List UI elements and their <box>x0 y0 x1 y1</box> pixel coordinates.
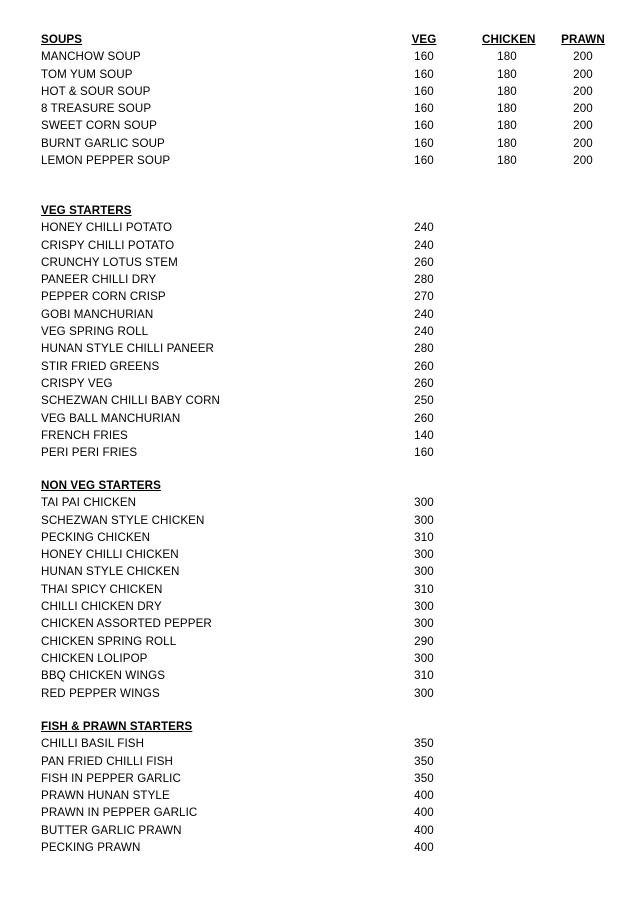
item-price: 300 <box>414 651 434 665</box>
item-price: 310 <box>414 530 434 544</box>
menu-item-row <box>0 427 641 444</box>
item-name: HUNAN STYLE CHICKEN <box>41 565 180 579</box>
item-name: CHILLI BASIL FISH <box>41 737 145 751</box>
item-name: CRUNCHY LOTUS STEM <box>41 255 178 269</box>
menu-item-row <box>0 735 641 752</box>
menu-item-row <box>0 375 641 392</box>
section-title: FISH & PRAWN STARTERS <box>41 720 193 733</box>
item-name: GOBI MANCHURIAN <box>41 307 154 321</box>
menu-item-row <box>0 650 641 667</box>
section-header-row <box>0 477 641 494</box>
item-name: VEG SPRING ROLL <box>41 325 149 339</box>
section-title: VEG STARTERS <box>41 204 132 217</box>
item-name: FISH IN PEPPER GARLIC <box>41 771 181 785</box>
item-name: SCHEZWAN STYLE CHICKEN <box>41 513 205 527</box>
menu-item-row <box>0 494 641 511</box>
menu-item-row <box>0 770 641 787</box>
menu-item-row <box>0 306 641 323</box>
item-price: 160 <box>414 446 434 460</box>
item-name: CRISPY CHILLI POTATO <box>41 238 175 252</box>
item-price: 300 <box>414 617 434 631</box>
menu-item-row <box>0 288 641 305</box>
price-chicken: 180 <box>497 84 517 98</box>
item-price: 400 <box>414 823 434 837</box>
soups-list <box>0 48 641 169</box>
section-header-row <box>0 202 641 219</box>
column-header-chicken: CHICKEN <box>482 33 536 46</box>
price-chicken: 180 <box>497 50 517 64</box>
menu-item-row <box>0 444 641 461</box>
price-chicken: 180 <box>497 119 517 133</box>
fish-prawn-starters-section <box>0 718 641 856</box>
price-veg: 160 <box>414 119 434 133</box>
item-price: 400 <box>414 789 434 803</box>
item-price: 310 <box>414 582 434 596</box>
price-veg: 160 <box>414 136 434 150</box>
item-price: 250 <box>414 394 434 408</box>
item-price: 280 <box>414 273 434 287</box>
menu-item-row <box>0 410 641 427</box>
menu-item-row <box>0 100 641 117</box>
item-name: HONEY CHILLI POTATO <box>41 221 173 235</box>
menu-item-row <box>0 323 641 340</box>
item-name: PECKING CHICKEN <box>41 530 151 544</box>
item-name: TOM YUM SOUP <box>41 67 133 81</box>
menu-item-row <box>0 546 641 563</box>
menu-item-row <box>0 787 641 804</box>
soups-section <box>0 31 641 169</box>
menu-item-row <box>0 340 641 357</box>
soups-header-row <box>0 31 641 48</box>
item-name: BURNT GARLIC SOUP <box>41 136 165 150</box>
item-name: CHILLI CHICKEN DRY <box>41 600 162 614</box>
menu-item-row <box>0 152 641 169</box>
item-name: CHICKEN SPRING ROLL <box>41 634 177 648</box>
item-price: 240 <box>414 221 434 235</box>
item-price: 400 <box>414 841 434 855</box>
menu-item-row <box>0 117 641 134</box>
fish-prawn-starters-list <box>0 735 641 856</box>
column-header-veg: VEG <box>411 33 437 46</box>
menu-item-row <box>0 392 641 409</box>
item-price: 240 <box>414 325 434 339</box>
item-price: 310 <box>414 669 434 683</box>
menu-item-row <box>0 598 641 615</box>
item-name: THAI SPICY CHICKEN <box>41 582 163 596</box>
item-price: 300 <box>414 686 434 700</box>
menu-item-row <box>0 237 641 254</box>
item-price: 140 <box>414 428 434 442</box>
item-name: LEMON PEPPER SOUP <box>41 154 171 168</box>
item-name: PECKING PRAWN <box>41 841 141 855</box>
menu-item-row <box>0 615 641 632</box>
veg-starters-section <box>0 202 641 461</box>
item-price: 260 <box>414 376 434 390</box>
menu-item-row <box>0 358 641 375</box>
item-name: RED PEPPER WINGS <box>41 686 160 700</box>
price-prawn: 200 <box>573 136 593 150</box>
menu-item-row <box>0 667 641 684</box>
item-name: MANCHOW SOUP <box>41 50 141 64</box>
item-name: PRAWN IN PEPPER GARLIC <box>41 806 198 820</box>
menu-item-row <box>0 633 641 650</box>
item-name: HONEY CHILLI CHICKEN <box>41 548 179 562</box>
item-price: 300 <box>414 548 434 562</box>
non-veg-starters-list <box>0 494 641 702</box>
price-prawn: 200 <box>573 50 593 64</box>
menu-item-row <box>0 563 641 580</box>
item-price: 350 <box>414 754 434 768</box>
item-price: 270 <box>414 290 434 304</box>
price-prawn: 200 <box>573 67 593 81</box>
item-name: FRENCH FRIES <box>41 428 128 442</box>
menu-item-row <box>0 48 641 65</box>
menu-item-row <box>0 753 641 770</box>
price-veg: 160 <box>414 67 434 81</box>
item-name: PANEER CHILLI DRY <box>41 273 157 287</box>
item-price: 240 <box>414 307 434 321</box>
price-chicken: 180 <box>497 136 517 150</box>
item-name: STIR FRIED GREENS <box>41 359 160 373</box>
menu-item-row <box>0 685 641 702</box>
menu-item-row <box>0 219 641 236</box>
price-chicken: 180 <box>497 102 517 116</box>
item-name: HUNAN STYLE CHILLI PANEER <box>41 342 215 356</box>
item-price: 260 <box>414 255 434 269</box>
item-name: CHICKEN LOLIPOP <box>41 651 148 665</box>
item-name: PEPPER CORN CRISP <box>41 290 166 304</box>
item-name: BBQ CHICKEN WINGS <box>41 669 166 683</box>
price-veg: 160 <box>414 84 434 98</box>
menu-item-row <box>0 512 641 529</box>
item-name: PRAWN HUNAN STYLE <box>41 789 170 803</box>
menu-item-row <box>0 271 641 288</box>
price-veg: 160 <box>414 154 434 168</box>
item-price: 240 <box>414 238 434 252</box>
item-name: CHICKEN ASSORTED PEPPER <box>41 617 212 631</box>
item-price: 300 <box>414 496 434 510</box>
item-name: HOT & SOUR SOUP <box>41 84 151 98</box>
section-title: SOUPS <box>41 33 83 46</box>
item-price: 260 <box>414 359 434 373</box>
item-price: 300 <box>414 565 434 579</box>
price-prawn: 200 <box>573 102 593 116</box>
item-price: 260 <box>414 411 434 425</box>
item-name: 8 TREASURE SOUP <box>41 102 152 116</box>
item-price: 350 <box>414 737 434 751</box>
price-chicken: 180 <box>497 154 517 168</box>
menu-item-row <box>0 135 641 152</box>
item-price: 350 <box>414 771 434 785</box>
menu-item-row <box>0 581 641 598</box>
menu-item-row <box>0 529 641 546</box>
item-name: TAI PAI CHICKEN <box>41 496 137 510</box>
section-title: NON VEG STARTERS <box>41 479 161 492</box>
price-prawn: 200 <box>573 84 593 98</box>
menu-item-row <box>0 66 641 83</box>
price-chicken: 180 <box>497 67 517 81</box>
veg-starters-list <box>0 219 641 461</box>
price-prawn: 200 <box>573 154 593 168</box>
price-veg: 160 <box>414 50 434 64</box>
item-name: SCHEZWAN CHILLI BABY CORN <box>41 394 221 408</box>
menu-item-row <box>0 822 641 839</box>
item-price: 300 <box>414 600 434 614</box>
item-name: BUTTER GARLIC PRAWN <box>41 823 182 837</box>
item-price: 400 <box>414 806 434 820</box>
section-header-row <box>0 718 641 735</box>
item-price: 290 <box>414 634 434 648</box>
menu-item-row <box>0 804 641 821</box>
column-header-prawn: PRAWN <box>561 33 605 46</box>
non-veg-starters-section <box>0 477 641 702</box>
item-name: PAN FRIED CHILLI FISH <box>41 754 174 768</box>
item-name: VEG BALL MANCHURIAN <box>41 411 181 425</box>
price-prawn: 200 <box>573 119 593 133</box>
item-name: SWEET CORN SOUP <box>41 119 157 133</box>
price-veg: 160 <box>414 102 434 116</box>
item-name: PERI PERI FRIES <box>41 446 138 460</box>
menu-item-row <box>0 83 641 100</box>
menu-item-row <box>0 254 641 271</box>
item-price: 300 <box>414 513 434 527</box>
menu-item-row <box>0 839 641 856</box>
item-name: CRISPY VEG <box>41 376 113 390</box>
item-price: 280 <box>414 342 434 356</box>
